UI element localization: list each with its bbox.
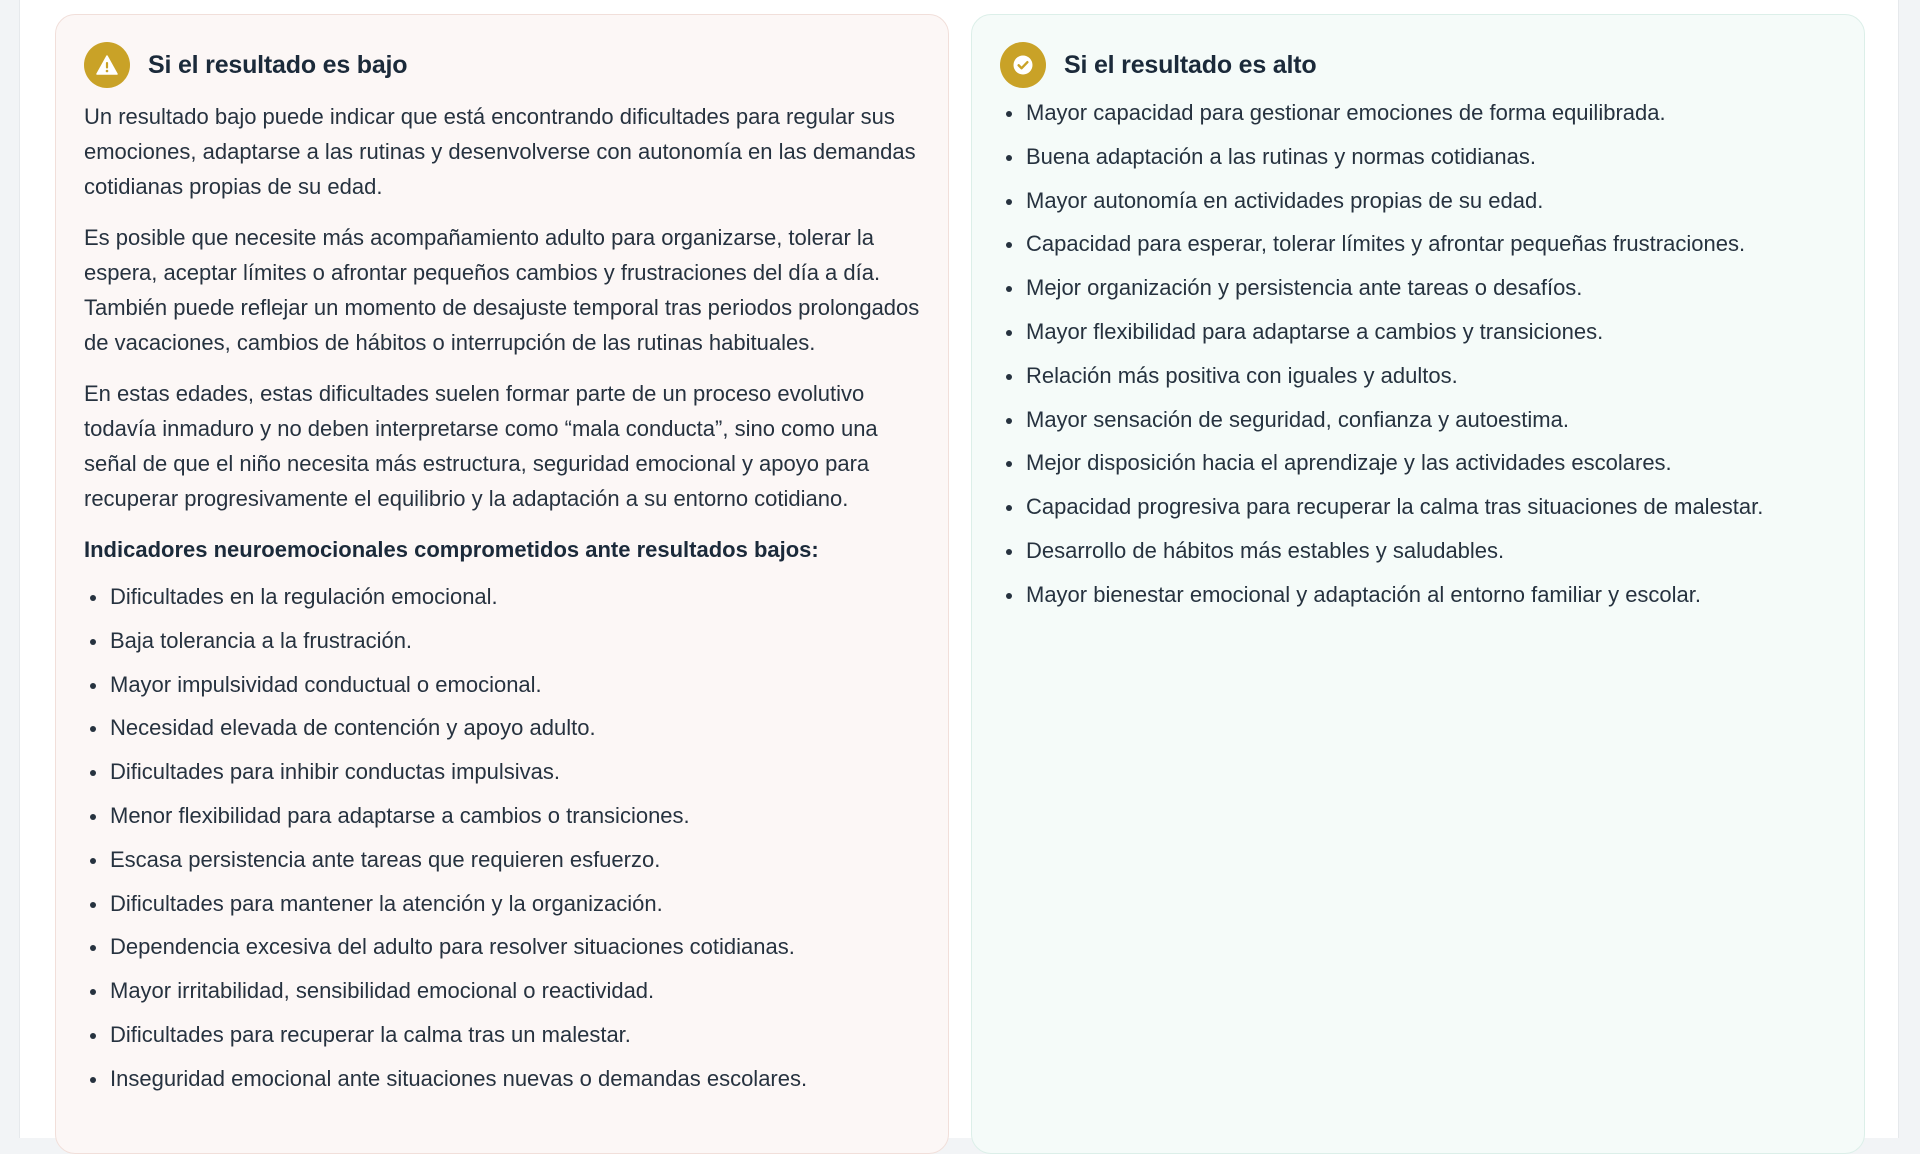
list-item: Desarrollo de hábitos más estables y saludables.	[1000, 537, 1836, 565]
list-item: Mayor irritabilidad, sensibilidad emocional o reactividad.	[84, 977, 920, 1005]
list-item: Dificultades en la regulación emocional.	[84, 583, 920, 611]
list-item: Mayor sensación de seguridad, confianza y autoestima.	[1000, 406, 1836, 434]
list-item: Inseguridad emocional ante situaciones nuevas o demandas escolares.	[84, 1065, 920, 1093]
low-result-paragraph: En estas edades, estas dificultades suelen formar parte de un proceso evolutivo todavía inmaduro y no deben interpretarse como “mala conducta”, sino como una señal de que el niño necesita más estructura, seguridad emocional y apoyo para recuperar progresivamente el equilibrio y la adaptación a su entorno cotidiano.	[84, 381, 878, 511]
indicators-heading: Indicadores neuroemocionales comprometidos ante resultados bajos:	[84, 537, 819, 562]
high-result-title: Si el resultado es alto	[1064, 50, 1317, 79]
list-item: Mejor organización y persistencia ante tareas o desafíos.	[1000, 274, 1836, 302]
list-item: Mayor impulsividad conductual o emocional.	[84, 671, 920, 699]
check-circle-icon	[1000, 42, 1046, 88]
list-item: Dependencia excesiva del adulto para resolver situaciones cotidianas.	[84, 933, 920, 961]
list-item: Mayor capacidad para gestionar emociones de forma equilibrada.	[1000, 99, 1836, 127]
list-item: Capacidad progresiva para recuperar la calma tras situaciones de malestar.	[1000, 493, 1836, 521]
list-item: Capacidad para esperar, tolerar límites y afrontar pequeñas frustraciones.	[1000, 230, 1836, 258]
low-result-title: Si el resultado es bajo	[148, 50, 408, 79]
high-indicators-list	[1000, 99, 1836, 609]
list-item: Menor flexibilidad para adaptarse a cambios o transiciones.	[84, 802, 920, 830]
results-page	[19, 0, 1899, 1138]
list-item: Escasa persistencia ante tareas que requieren esfuerzo.	[84, 846, 920, 874]
low-result-card	[55, 14, 949, 1154]
list-item: Mayor bienestar emocional y adaptación al entorno familiar y escolar.	[1000, 581, 1836, 609]
high-result-card	[971, 14, 1865, 1154]
list-item: Mayor flexibilidad para adaptarse a cambios y transiciones.	[1000, 318, 1836, 346]
list-item: Mayor autonomía en actividades propias de su edad.	[1000, 187, 1836, 215]
list-item: Relación más positiva con iguales y adultos.	[1000, 362, 1836, 390]
list-item: Baja tolerancia a la frustración.	[84, 627, 920, 655]
list-item: Necesidad elevada de contención y apoyo adulto.	[84, 714, 920, 742]
low-result-paragraph: Un resultado bajo puede indicar que está encontrando dificultades para regular sus emociones, adaptarse a las rutinas y desenvolverse con autonomía en las demandas cotidianas propias de su edad.	[84, 104, 916, 199]
low-indicators-list	[84, 583, 920, 1093]
warning-icon	[84, 42, 130, 88]
low-result-paragraph: Es posible que necesite más acompañamiento adulto para organizarse, tolerar la espera, aceptar límites o afrontar pequeños cambios y frustraciones del día a día. También puede reflejar un momento de desajuste temporal tras periodos prolongados de vacaciones, cambios de hábitos o interrupción de las rutinas habituales.	[84, 225, 920, 355]
list-item: Dificultades para mantener la atención y la organización.	[84, 890, 920, 918]
low-result-header	[84, 41, 920, 89]
list-item: Mejor disposición hacia el aprendizaje y las actividades escolares.	[1000, 449, 1836, 477]
list-item: Dificultades para inhibir conductas impulsivas.	[84, 758, 920, 786]
list-item: Buena adaptación a las rutinas y normas cotidianas.	[1000, 143, 1836, 171]
high-result-header	[1000, 41, 1836, 89]
list-item: Dificultades para recuperar la calma tras un malestar.	[84, 1021, 920, 1049]
